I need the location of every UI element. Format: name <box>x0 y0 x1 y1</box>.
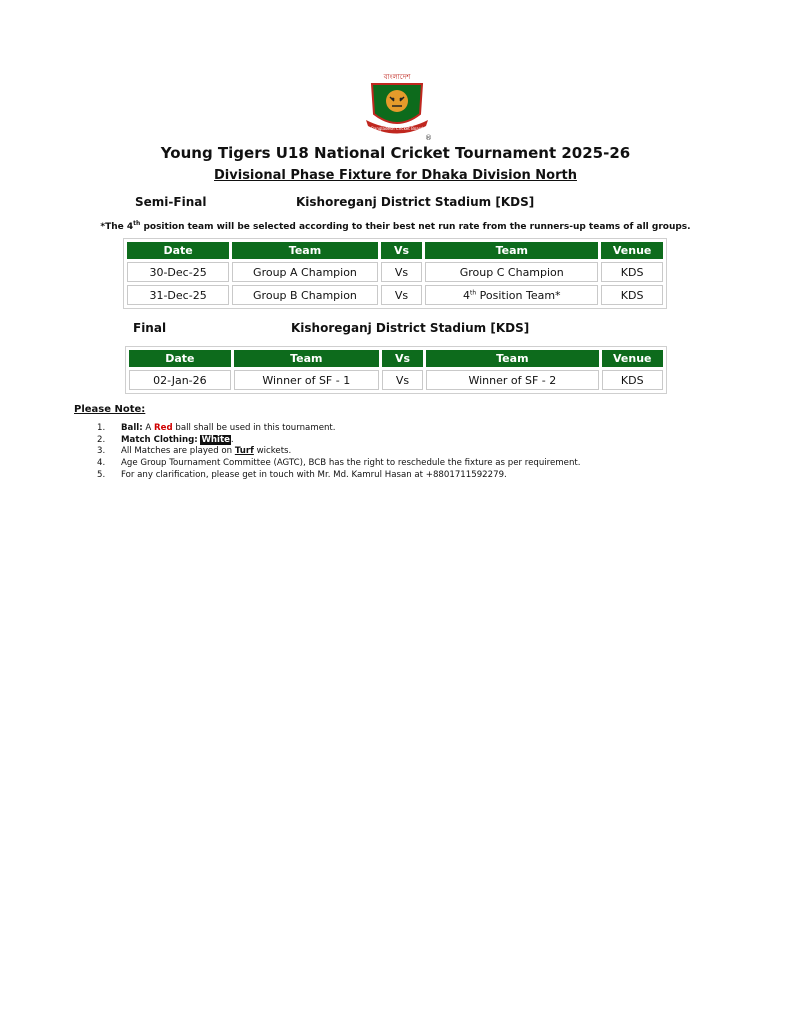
list-item: 3. All Matches are played on Turf wickets. <box>97 446 292 457</box>
logo-ribbon-text: Bangladesh Cricket Board <box>371 126 423 131</box>
header-vs: Vs <box>381 242 422 259</box>
header-venue: Venue <box>602 350 664 367</box>
header-team: Team <box>234 350 379 367</box>
header-venue: Venue <box>601 242 663 259</box>
list-item: 1. Ball: A Red ball shall be used in this tournament. <box>97 423 336 433</box>
table-row <box>127 285 663 305</box>
list-item: 2. Match Clothing: White. <box>97 434 234 445</box>
tiger-head <box>386 90 408 112</box>
table-row <box>127 262 663 282</box>
cell-team2: Winner of SF - 2 <box>426 370 598 390</box>
table-header-row <box>127 242 663 259</box>
header-date: Date <box>127 242 229 259</box>
header-team: Team <box>425 242 598 259</box>
cell-venue: KDS <box>602 370 664 390</box>
final-table <box>125 346 667 394</box>
cell-venue: KDS <box>601 262 663 282</box>
cell-date: 31-Dec-25 <box>127 285 229 305</box>
table-header-row <box>129 350 663 367</box>
logo-top-text: বাংলাদেশ <box>383 73 411 81</box>
cell-date: 30-Dec-25 <box>127 262 229 282</box>
final-label: Final <box>133 321 167 335</box>
semi-final-venue: Kishoreganj District Stadium [KDS] <box>296 195 535 209</box>
list-item: 5. For any clarification, please get in touch with Mr. Md. Kamrul Hasan at +8801711592279. <box>97 469 507 480</box>
final-venue: Kishoreganj District Stadium [KDS] <box>291 321 530 335</box>
semi-final-table <box>123 238 667 309</box>
cell-team2: 4th Position Team* <box>425 285 598 305</box>
header-team: Team <box>426 350 598 367</box>
header-date: Date <box>129 350 231 367</box>
fourth-position-note: *The 4th position team will be selected according to their best net run rate from the runners-up teams of all groups. <box>100 220 691 232</box>
list-item: 4. Age Group Tournament Committee (AGTC), BCB has the right to reschedule the fixture as per requirement. <box>97 458 581 469</box>
cell-team1: Group B Champion <box>232 285 378 305</box>
semi-final-label: Semi-Final <box>135 195 207 209</box>
cell-team2: Group C Champion <box>425 262 598 282</box>
cell-team1: Group A Champion <box>232 262 378 282</box>
cell-vs: Vs <box>381 262 422 282</box>
cell-vs: Vs <box>381 285 422 305</box>
cell-team1: Winner of SF - 1 <box>234 370 379 390</box>
notes-heading: Please Note: <box>74 404 146 415</box>
page-subtitle: Divisional Phase Fixture for Dhaka Division North <box>214 168 577 183</box>
bcb-logo <box>362 70 432 142</box>
cell-venue: KDS <box>601 285 663 305</box>
table-row <box>129 370 663 390</box>
header-team: Team <box>232 242 378 259</box>
registered-mark: ® <box>425 134 432 142</box>
header-vs: Vs <box>382 350 423 367</box>
page-title: Young Tigers U18 National Cricket Tournament 2025-26 <box>160 144 631 162</box>
notes-list <box>97 423 581 482</box>
cell-vs: Vs <box>382 370 423 390</box>
cell-date: 02-Jan-26 <box>129 370 231 390</box>
